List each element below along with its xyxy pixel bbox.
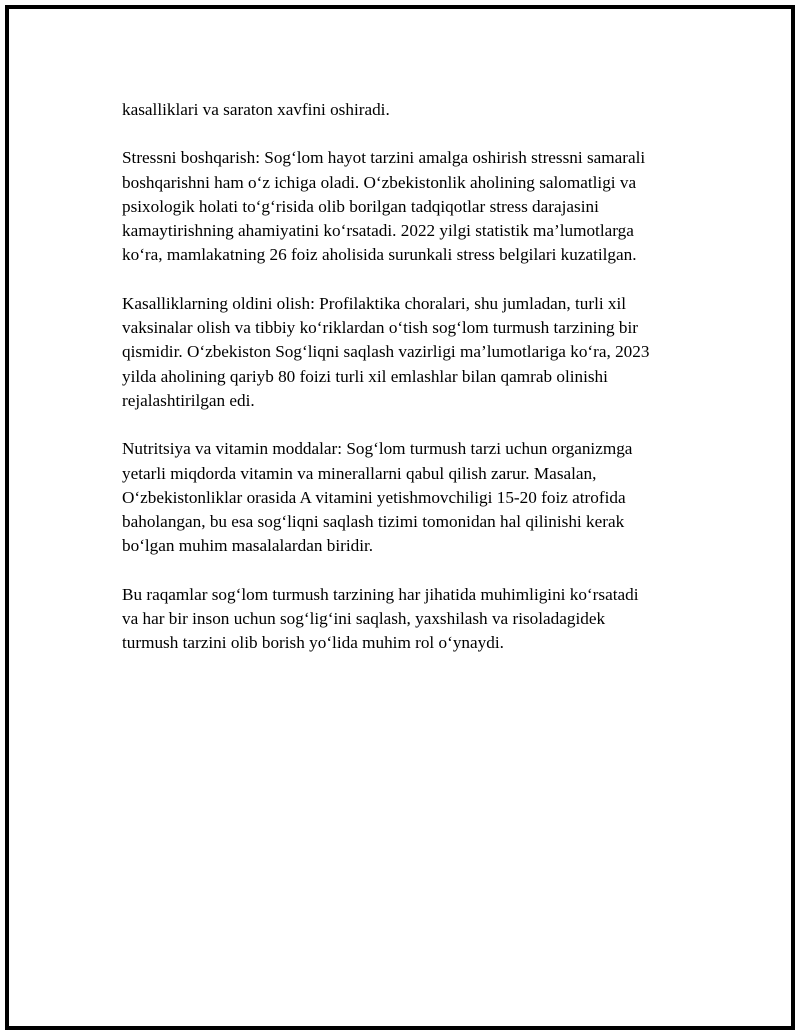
paragraph-disease-prevention: Kasalliklarning oldini olish: Profilaktika choralari, shu jumladan, turli xil vaksinalar olish va tibbiy ko‘riklardan o‘tish sog‘lom turmush tarzining bir qismidir. O‘zbekiston Sog‘liqni saqlash vazirligi ma’lumotlariga ko‘ra, 2023 yilda aholining qariyb 80 foizi turli xil emlashlar bilan qamrab olinishi rejalashtirilgan edi. <box>122 293 650 410</box>
paragraph-conclusion: Bu raqamlar sog‘lom turmush tarzining har jihatida muhimligini ko‘rsatadi va har bir inson uchun sog‘lig‘ini saqlash, yaxshilash va risoladagidek turmush tarzini olib borish yo‘lida muhim rol o‘ynaydi. <box>122 584 639 653</box>
page-frame <box>5 5 795 1030</box>
document-body <box>122 98 702 680</box>
paragraph-nutrition-vitamins: Nutritsiya va vitamin moddalar: Sog‘lom turmush tarzi uchun organizmga yetarli miqdorda vitamin va minerallarni qabul qilish zarur. Masalan, O‘zbekistonliklar orasida A vitamini yetishmovchiligi 15-20 foiz atrofida baholangan, bu esa sog‘liqni saqlash tizimi tomonidan hal qilinishi kerak bo‘lgan muhim masalalardan biridir. <box>122 439 633 556</box>
paragraph-continuation: kasalliklari va saraton xavfini oshiradi. <box>122 100 390 119</box>
paragraph-stress-management: Stressni boshqarish: Sog‘lom hayot tarzini amalga oshirish stressni samarali boshqarishni ham o‘z ichiga oladi. O‘zbekistonlik aholining salomatligi va psixologik holati to‘g‘risida olib borilgan tadqiqotlar stress darajasini kamaytirishning ahamiyatini ko‘rsatadi. 2022 yilgi statistik ma’lumotlarga ko‘ra, mamlakatning 26 foiz aholisida surunkali stress belgilari kuzatilgan. <box>122 148 646 265</box>
